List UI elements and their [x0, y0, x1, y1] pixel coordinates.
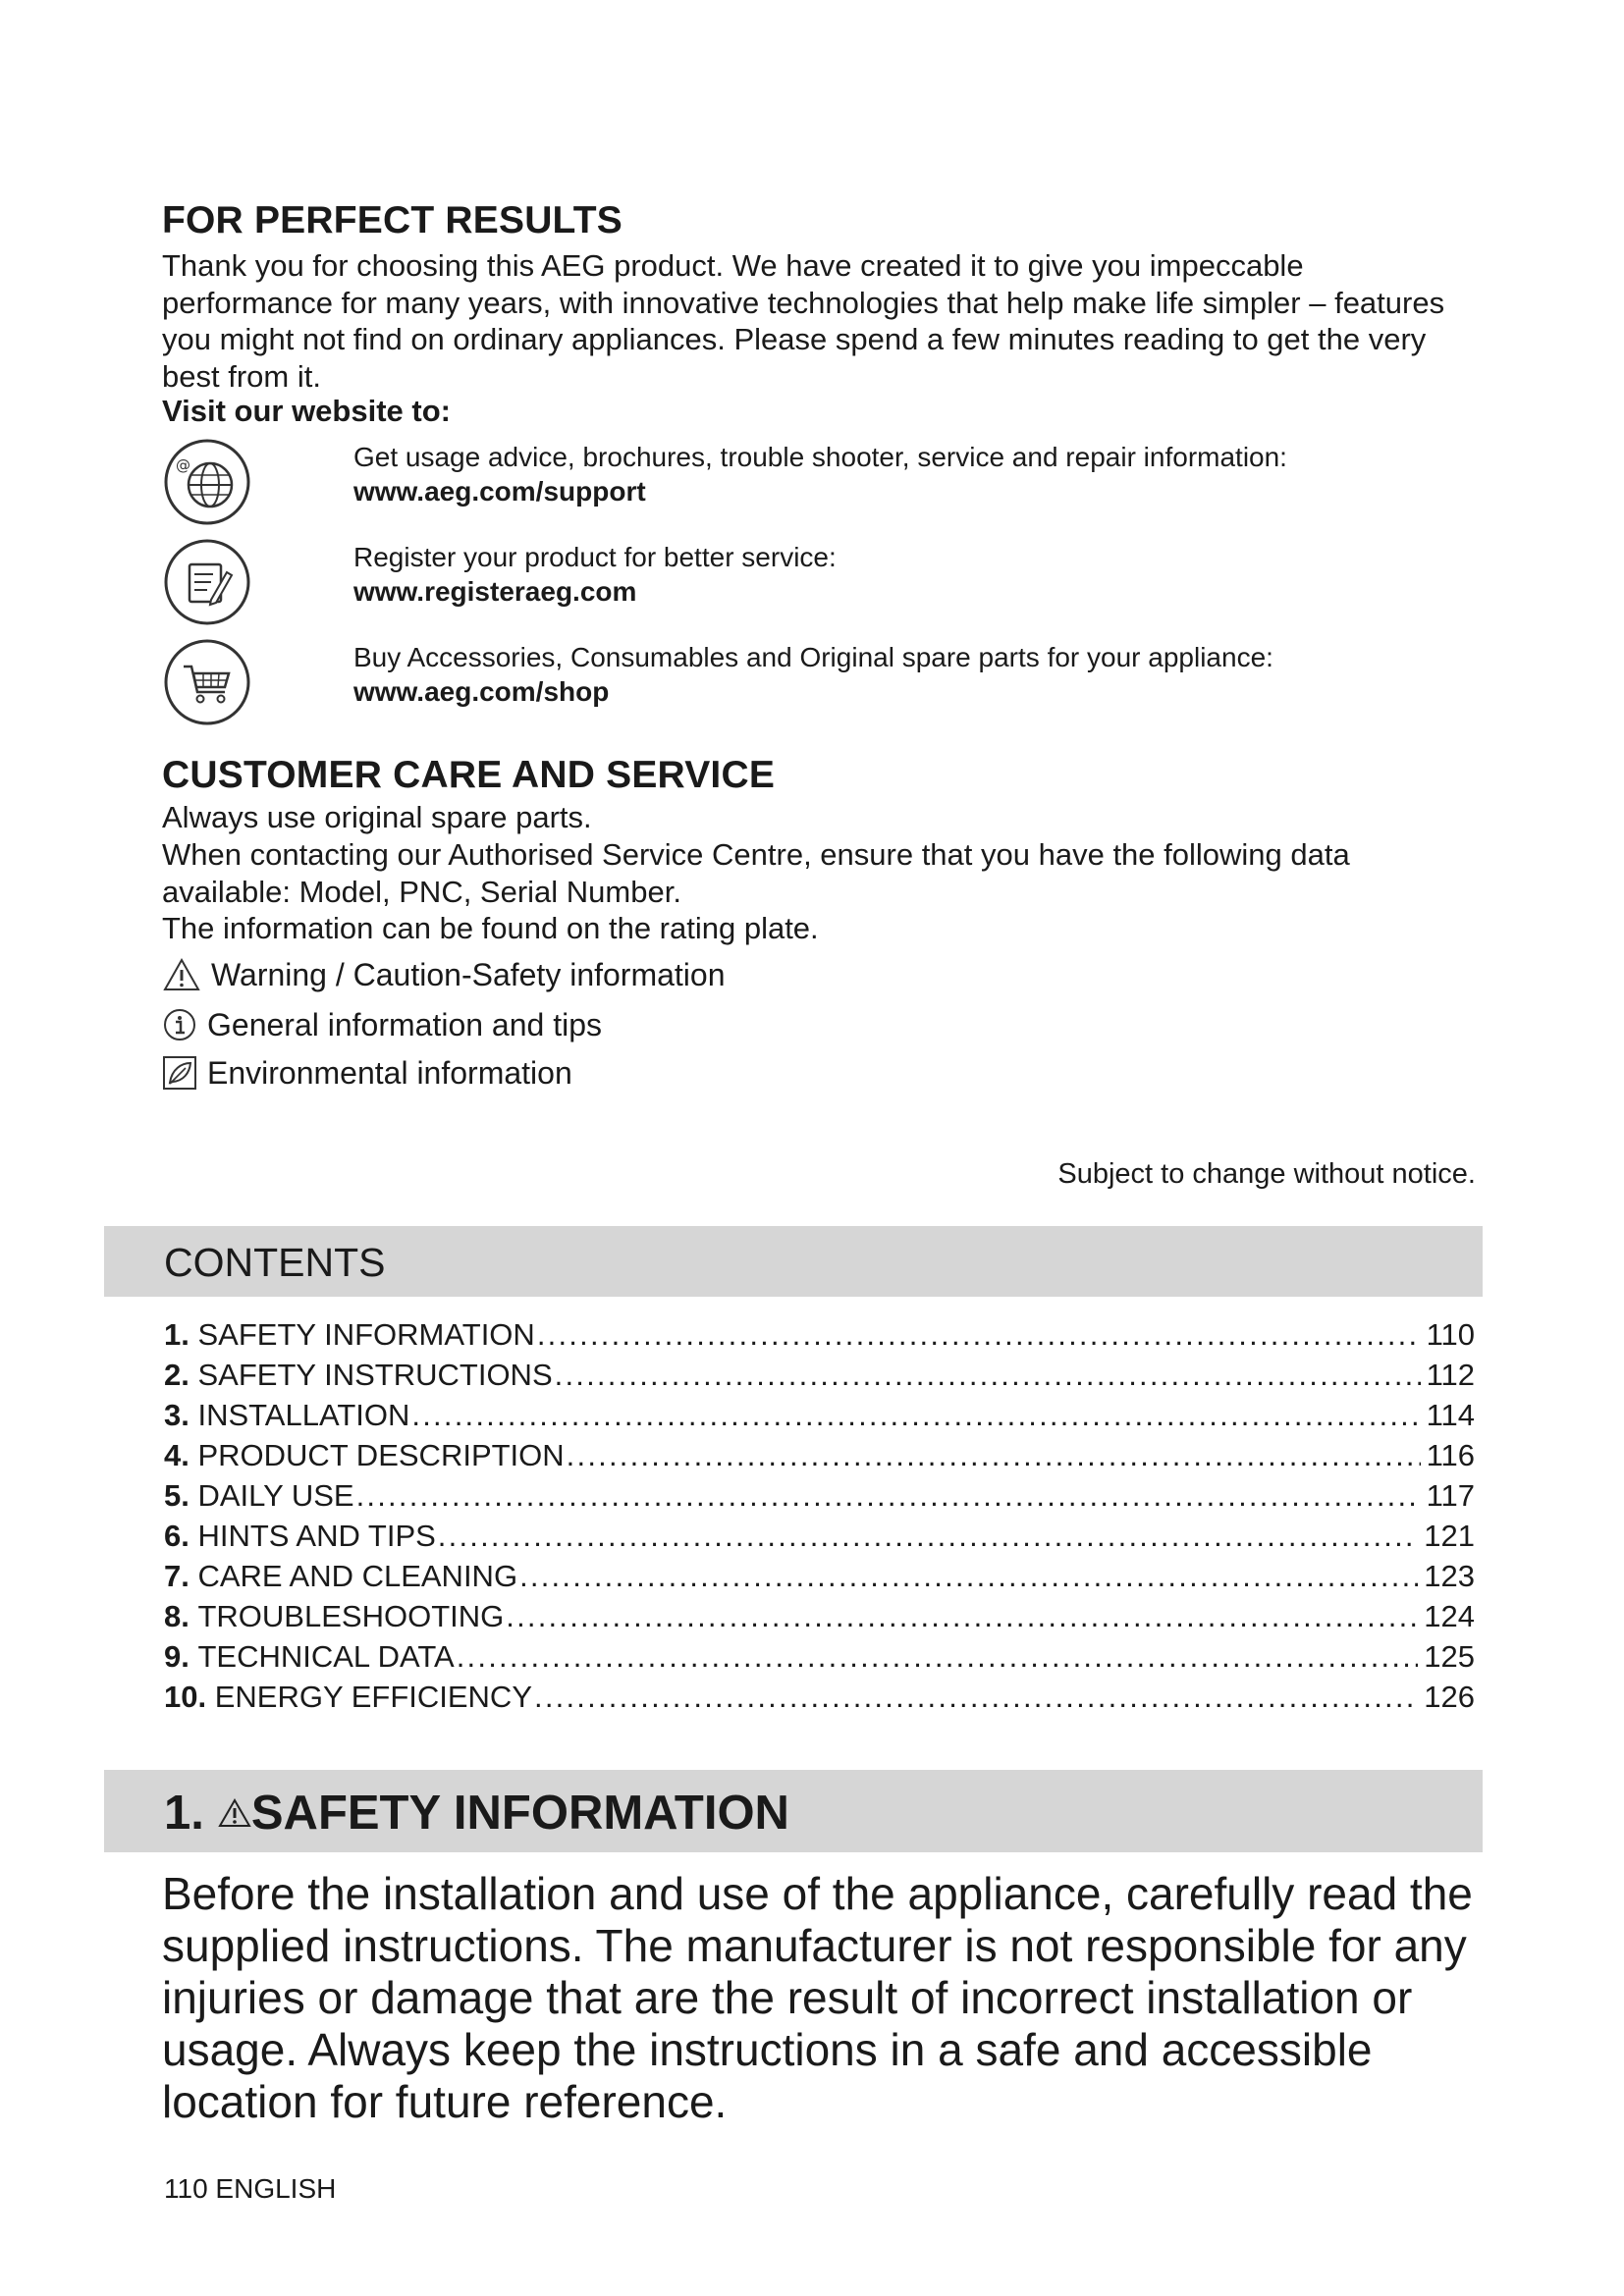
toc-item[interactable]	[164, 1475, 1475, 1516]
visit-shop-row	[162, 640, 1478, 738]
toc-item-page: 124	[1424, 1599, 1475, 1633]
toc-item-title: TROUBLESHOOTING	[197, 1599, 505, 1633]
toc-item-page: 125	[1424, 1639, 1475, 1674]
toc-item-page: 117	[1426, 1478, 1475, 1513]
toc-item-number: 2.	[164, 1358, 189, 1392]
warning-icon	[162, 957, 201, 992]
toc-item-number: 5.	[164, 1478, 189, 1513]
toc-item-title: TECHNICAL DATA	[197, 1639, 455, 1674]
toc-item[interactable]	[164, 1435, 1475, 1475]
toc-leader	[567, 1435, 1421, 1475]
toc-leader	[534, 1677, 1418, 1717]
toc-item-number: 9.	[164, 1639, 189, 1674]
toc-item-page: 123	[1424, 1559, 1475, 1593]
toc-item-page: 110	[1426, 1317, 1475, 1352]
legend-environment	[162, 1053, 572, 1093]
toc-item[interactable]	[164, 1636, 1475, 1677]
register-link[interactable]: www.registeraeg.com	[353, 576, 637, 607]
toc-item[interactable]	[164, 1677, 1475, 1717]
toc-item-number: 8.	[164, 1599, 189, 1633]
toc-item-number: 3.	[164, 1398, 189, 1432]
cart-icon	[162, 637, 252, 727]
toc-item-page: 121	[1424, 1519, 1475, 1553]
toc-item-title: ENERGY EFFICIENCY	[214, 1680, 532, 1714]
toc-item[interactable]	[164, 1516, 1475, 1556]
toc-item-number: 10.	[164, 1680, 207, 1714]
customer-care-line2: When contacting our Authorised Service Centre, ensure that you have the following data available: Model, PNC, Serial Number.	[162, 837, 1350, 909]
toc-item-number: 7.	[164, 1559, 189, 1593]
toc-item-number: 4.	[164, 1438, 189, 1472]
toc-item-title: INSTALLATION	[197, 1398, 410, 1432]
toc-item[interactable]	[164, 1395, 1475, 1435]
toc-item-title: SAFETY INSTRUCTIONS	[197, 1358, 553, 1392]
safety-heading	[164, 1786, 789, 1841]
support-link[interactable]: www.aeg.com/support	[353, 476, 646, 507]
legend-info-label: General information and tips	[207, 1007, 602, 1042]
toc-leader	[555, 1355, 1421, 1395]
toc-item[interactable]	[164, 1556, 1475, 1596]
leaf-icon	[162, 1055, 197, 1091]
support-link-description: Get usage advice, brochures, trouble shooter, service and repair information:	[353, 442, 1287, 472]
info-icon	[162, 1007, 197, 1042]
register-link-description: Register your product for better service:	[353, 542, 837, 572]
toc-item-number: 1.	[164, 1317, 189, 1352]
toc-item[interactable]	[164, 1596, 1475, 1636]
safety-title: SAFETY INFORMATION	[250, 1787, 789, 1840]
toc-leader	[438, 1516, 1418, 1556]
toc-item-number: 6.	[164, 1519, 189, 1553]
toc-item[interactable]	[164, 1314, 1475, 1355]
customer-care-line3: The information can be found on the rating plate.	[162, 911, 819, 945]
globe-icon	[162, 437, 252, 527]
legend-info	[162, 1005, 602, 1044]
change-notice: Subject to change without notice.	[1057, 1158, 1476, 1190]
warning-icon	[218, 1797, 251, 1829]
safety-intro: Before the installation and use of the appliance, carefully read the supplied instructions. The manufacturer is not responsible for any injuries or damage that are the result of incorrect installation or usage. Always keep the instructions in a safe and accessible location for future reference.	[162, 1868, 1473, 2127]
visit-support-row	[162, 440, 1478, 538]
customer-care-line1: Always use original spare parts.	[162, 800, 592, 834]
toc-item-title: SAFETY INFORMATION	[197, 1317, 535, 1352]
toc-item-page: 114	[1426, 1398, 1475, 1432]
safety-section-number: 1.	[164, 1787, 204, 1840]
legend-environment-label: Environmental information	[207, 1055, 572, 1091]
toc-leader	[537, 1314, 1421, 1355]
perfect-results-intro: Thank you for choosing this AEG product. We have created it to give you impeccable performance for many years, with innovative technologies that help make life simpler – features you might not find on ordinary appliances. Please spend a few minutes reading to get the very best from it.	[162, 248, 1445, 394]
register-icon	[162, 537, 252, 627]
contents-banner	[104, 1226, 1483, 1297]
toc-item-page: 126	[1424, 1680, 1475, 1714]
shop-link[interactable]: www.aeg.com/shop	[353, 676, 610, 707]
toc-item-title: CARE AND CLEANING	[197, 1559, 518, 1593]
toc-item-title: PRODUCT DESCRIPTION	[197, 1438, 565, 1472]
toc-leader	[411, 1395, 1420, 1435]
toc-item-page: 116	[1426, 1438, 1475, 1472]
shop-link-description: Buy Accessories, Consumables and Original spare parts for your appliance:	[353, 642, 1273, 672]
toc-item-title: DAILY USE	[197, 1478, 354, 1513]
legend-warning-label: Warning / Caution-Safety information	[211, 957, 726, 992]
customer-care-heading: CUSTOMER CARE AND SERVICE	[162, 754, 776, 796]
toc-item-title: HINTS AND TIPS	[197, 1519, 436, 1553]
visit-label: Visit our website to:	[162, 394, 451, 428]
safety-banner	[104, 1770, 1483, 1852]
svg-text:@: @	[176, 456, 190, 474]
toc-leader	[457, 1636, 1419, 1677]
visit-register-row	[162, 540, 1478, 638]
contents-title: CONTENTS	[164, 1240, 386, 1285]
toc-item[interactable]	[164, 1355, 1475, 1395]
toc-item-page: 112	[1426, 1358, 1475, 1392]
toc-leader	[519, 1556, 1418, 1596]
toc-leader	[356, 1475, 1421, 1516]
contents-list	[164, 1314, 1475, 1717]
legend-warning	[162, 955, 726, 994]
perfect-results-heading: FOR PERFECT RESULTS	[162, 199, 623, 241]
toc-leader	[506, 1596, 1418, 1636]
page-footer: 110 ENGLISH	[164, 2173, 337, 2204]
